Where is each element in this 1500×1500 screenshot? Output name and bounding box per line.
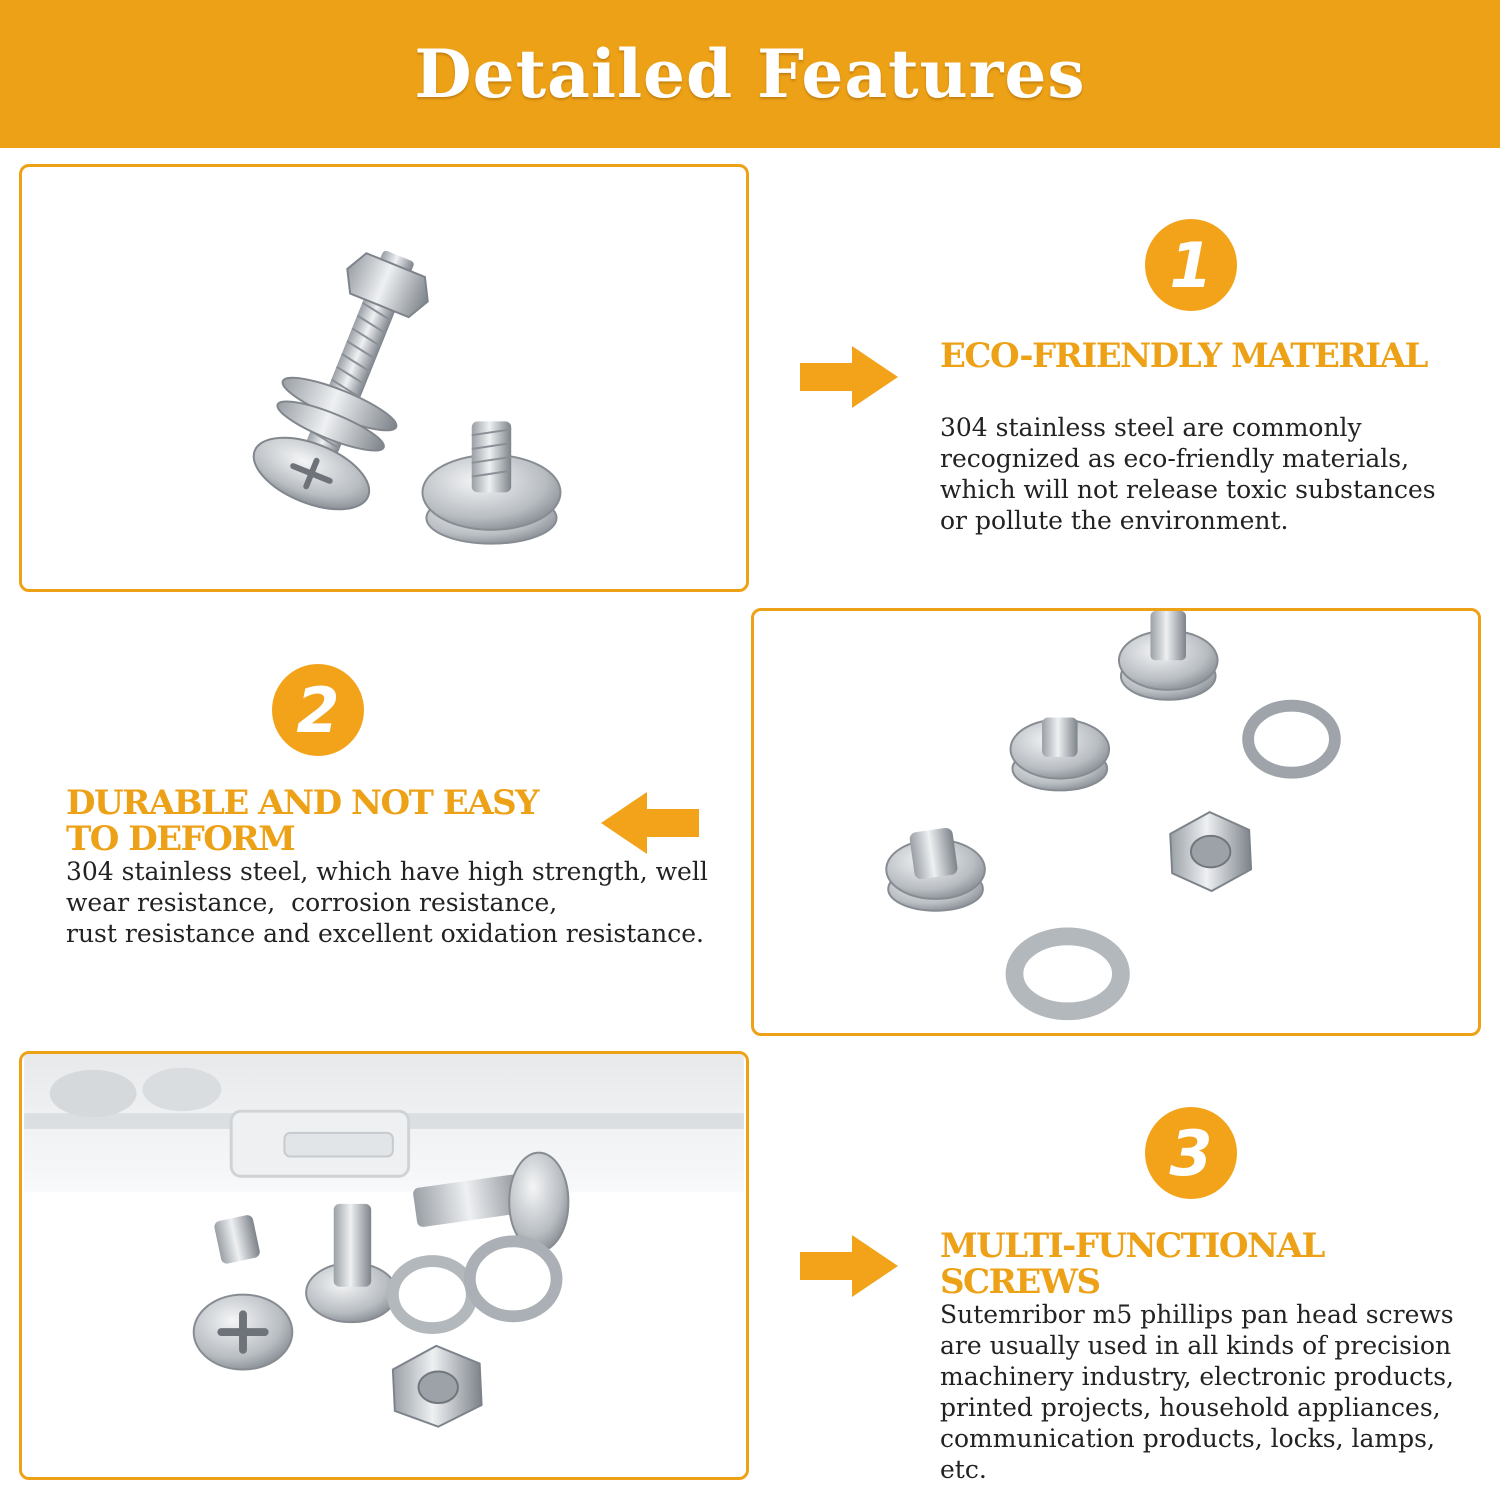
feature-number-badge: 2	[272, 664, 364, 756]
feature-number-badge: 1	[1145, 219, 1237, 311]
parts-case-illustration	[22, 1054, 746, 1477]
arrow-right-icon	[800, 346, 898, 408]
description-line: 304 stainless steel are commonly	[940, 413, 1362, 442]
description-line: wear resistance, corrosion resistance,	[66, 888, 558, 917]
arrow-left-icon	[601, 792, 699, 854]
description-line: printed projects, household appliances,	[940, 1393, 1441, 1422]
product-photo-parts-in-case	[19, 1051, 749, 1480]
title-line: SCREWS	[940, 1262, 1100, 1302]
description-line: Sutemribor m5 phillips pan head screws	[940, 1300, 1454, 1329]
feature-description	[940, 412, 1480, 536]
description-line: or pollute the environment.	[940, 506, 1289, 535]
arrow-right-icon	[800, 1235, 898, 1297]
product-photo-parts-scattered	[751, 608, 1481, 1036]
title-line: MULTI-FUNCTIONAL	[940, 1226, 1324, 1266]
feature-title	[940, 1228, 1400, 1300]
description-line: etc.	[940, 1455, 987, 1484]
product-photo-bolt-assembly	[19, 164, 749, 592]
bolt-assembly-illustration	[22, 167, 746, 589]
description-line: communication products, locks, lamps,	[940, 1424, 1435, 1453]
description-line: are usually used in all kinds of precision	[940, 1331, 1452, 1360]
description-line: recognized as eco-friendly materials,	[940, 444, 1410, 473]
feature-title: ECO-FRIENDLY MATERIAL	[940, 336, 1427, 376]
scattered-parts-illustration	[754, 611, 1478, 1033]
feature-description	[940, 1299, 1485, 1485]
feature-number-badge: 3	[1145, 1107, 1237, 1199]
header-banner	[0, 0, 1500, 148]
description-line: rust resistance and excellent oxidation resistance.	[66, 919, 704, 948]
description-line: machinery industry, electronic products,	[940, 1362, 1454, 1391]
description-line: which will not release toxic substances	[940, 475, 1436, 504]
title-line: TO DEFORM	[66, 819, 295, 859]
title-line: DURABLE AND NOT EASY	[66, 783, 538, 823]
page-title: Detailed Features	[414, 35, 1086, 113]
feature-description	[66, 856, 746, 949]
description-line: 304 stainless steel, which have high strength, well	[66, 857, 708, 886]
feature-title	[66, 785, 586, 857]
